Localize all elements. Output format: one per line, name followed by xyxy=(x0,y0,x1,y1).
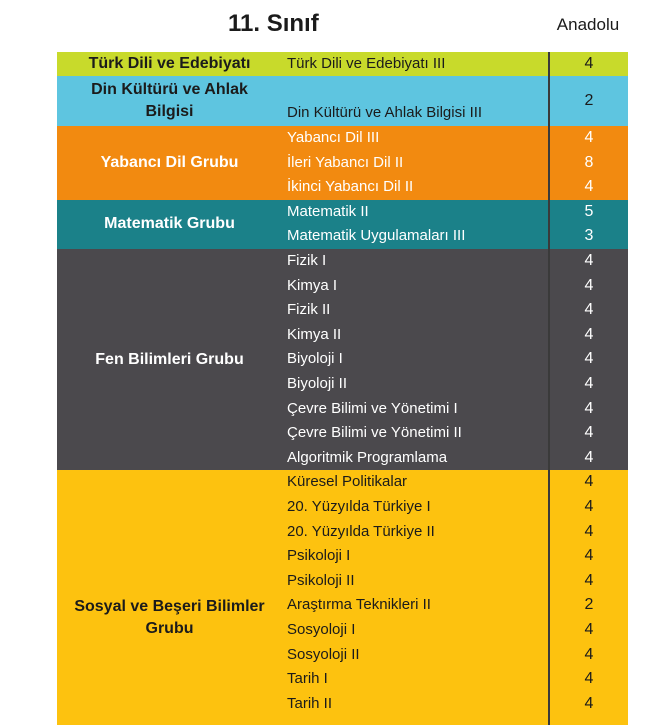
course-name: 20. Yüzyılda Türkiye I xyxy=(287,497,431,515)
course-hours: 4 xyxy=(548,274,628,299)
course-row xyxy=(282,224,628,249)
course-group-din xyxy=(57,76,628,126)
course-group-turk xyxy=(57,52,628,76)
course-name: 20. Yüzyılda Türkiye II xyxy=(287,522,435,540)
course-row xyxy=(282,372,628,397)
course-name: Küresel Politikalar xyxy=(287,473,408,491)
course-name: Kimya II xyxy=(287,325,342,343)
course-hours: 4 xyxy=(548,323,628,348)
course-group-yabanci xyxy=(57,126,628,200)
course-hours: 4 xyxy=(548,397,628,422)
course-row xyxy=(282,126,628,151)
course-name: Psikoloji I xyxy=(287,547,351,565)
course-row xyxy=(282,175,628,200)
course-hours: 4 xyxy=(548,372,628,397)
course-name: Matematik II xyxy=(287,202,369,220)
course-row xyxy=(282,347,628,372)
course-hours: 8 xyxy=(548,151,628,176)
course-row xyxy=(282,520,628,545)
course-group-sosyal xyxy=(57,470,628,725)
course-row xyxy=(282,298,628,323)
course-row xyxy=(282,716,628,725)
course-name: İleri Yabancı Dil II xyxy=(287,153,404,171)
group-label: Fen Bilimleri Grubu xyxy=(95,350,244,368)
course-name: Çevre Bilimi ve Yönetimi I xyxy=(287,399,458,417)
course-name: Matematik Uygulamaları III xyxy=(287,227,466,245)
course-group-fen xyxy=(57,249,628,470)
course-row xyxy=(282,544,628,569)
course-name: Türk Dili ve Edebiyatı III xyxy=(287,55,446,72)
course-hours xyxy=(548,716,628,725)
column-header-anadolu: Anadolu xyxy=(556,15,620,34)
course-row xyxy=(282,643,628,668)
course-hours: 4 xyxy=(548,667,628,692)
course-name: Kimya I xyxy=(287,276,338,294)
course-hours: 4 xyxy=(548,175,628,200)
course-hours: 4 xyxy=(548,347,628,372)
course-row xyxy=(282,249,628,274)
course-name: Sosyoloji I xyxy=(287,620,356,638)
course-row xyxy=(282,323,628,348)
course-name: Araştırma Teknikleri II xyxy=(287,596,431,614)
page-title: 11. Sınıf xyxy=(228,10,319,37)
course-row xyxy=(282,52,628,76)
course-hours: 4 xyxy=(548,52,628,76)
course-row xyxy=(282,421,628,446)
course-row xyxy=(282,200,628,225)
course-table xyxy=(57,52,628,725)
course-row xyxy=(282,569,628,594)
course-hours: 4 xyxy=(548,470,628,495)
course-name: Yabancı Dil III xyxy=(287,129,380,146)
course-row xyxy=(282,692,628,717)
course-row xyxy=(282,151,628,176)
group-label: Din Kültürü ve Ahlak Bilgisi xyxy=(91,81,248,120)
course-name xyxy=(282,716,548,725)
group-rows xyxy=(282,52,628,76)
course-name: Fizik I xyxy=(287,252,327,269)
course-hours: 4 xyxy=(548,692,628,717)
course-name: Psikoloji II xyxy=(287,571,355,589)
course-hours: 5 xyxy=(548,200,628,225)
course-name: Algoritmik Programlama xyxy=(287,448,448,466)
course-hours: 4 xyxy=(548,298,628,323)
course-hours: 4 xyxy=(548,569,628,594)
group-label: Sosyal ve Beşeri Bilimler Grubu xyxy=(74,597,265,637)
course-hours: 4 xyxy=(548,126,628,151)
group-rows xyxy=(282,470,628,725)
course-name: Din Kültürü ve Ahlak Bilgisi III xyxy=(287,104,483,121)
course-row xyxy=(282,667,628,692)
course-name: Tarih I xyxy=(287,670,328,688)
group-label: Matematik Grubu xyxy=(104,215,235,233)
course-hours: 2 xyxy=(548,593,628,618)
group-label: Yabancı Dil Grubu xyxy=(100,153,239,171)
course-hours: 4 xyxy=(548,495,628,520)
group-rows xyxy=(282,200,628,249)
course-row xyxy=(282,446,628,471)
course-hours: 4 xyxy=(548,618,628,643)
course-hours: 4 xyxy=(548,446,628,471)
course-hours: 4 xyxy=(548,249,628,274)
course-name: Çevre Bilimi ve Yönetimi II xyxy=(287,424,462,442)
course-name: Sosyoloji II xyxy=(287,645,360,663)
course-hours: 3 xyxy=(548,224,628,249)
course-hours: 2 xyxy=(548,76,628,126)
course-row xyxy=(282,397,628,422)
course-name: Biyoloji II xyxy=(287,374,348,392)
course-row xyxy=(282,593,628,618)
course-hours: 4 xyxy=(548,421,628,446)
course-group-matematik xyxy=(57,200,628,249)
course-row xyxy=(282,495,628,520)
course-name: Tarih II xyxy=(287,694,333,712)
course-hours: 4 xyxy=(548,544,628,569)
group-label: Türk Dili ve Edebiyatı xyxy=(88,55,251,72)
course-row xyxy=(282,274,628,299)
course-row xyxy=(282,470,628,495)
course-name: Fizik II xyxy=(287,301,331,319)
course-row xyxy=(282,76,628,126)
group-rows xyxy=(282,126,628,200)
course-hours: 4 xyxy=(548,643,628,668)
course-name: Biyoloji I xyxy=(287,350,343,368)
group-rows xyxy=(282,76,628,126)
course-row xyxy=(282,618,628,643)
course-name: İkinci Yabancı Dil II xyxy=(287,178,414,196)
course-hours: 4 xyxy=(548,520,628,545)
group-rows xyxy=(282,249,628,470)
